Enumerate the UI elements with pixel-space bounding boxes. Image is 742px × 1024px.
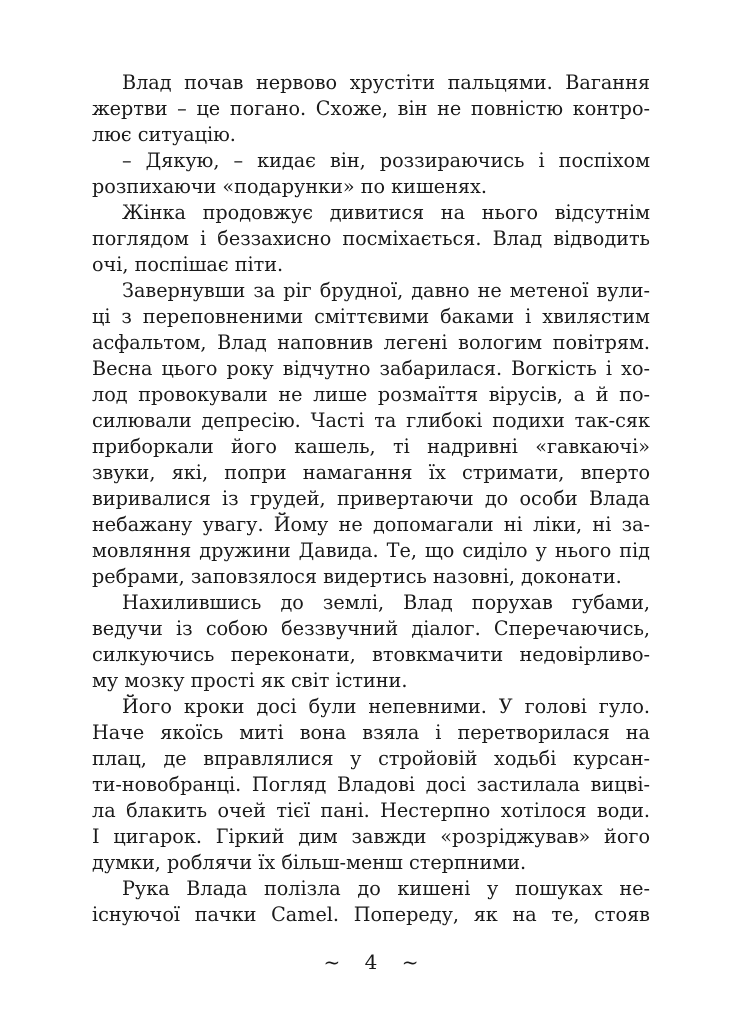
text-line: Влад почав нервово хрустіти пальцями. Вагання xyxy=(122,71,650,94)
text-line: силкуючись переконати, втовкмачити недовірливо- xyxy=(92,643,650,666)
page-footer xyxy=(0,950,742,974)
text-line: асфальтом, Влад наповнив легені вологим повітрям. xyxy=(92,331,650,354)
text-line: Жінка продовжує дивитися на нього відсутнім xyxy=(122,201,650,224)
text-line: ребрами, заповзялося видертись назовні, доконати. xyxy=(92,565,622,588)
text-line: ла блакить очей тієї пані. Нестерпно хотілося води. xyxy=(92,799,650,822)
text-line: очі, поспішає піти. xyxy=(92,253,284,276)
text-line: Нахилившись до землі, Влад порухав губами, xyxy=(122,591,650,614)
paragraph-7 xyxy=(92,876,650,928)
text-line: Наче якоїсь миті вона взяла і перетворилася на xyxy=(92,721,650,744)
text-line: Його кроки досі були непевними. У голові гуло. xyxy=(122,695,650,718)
paragraph-3 xyxy=(92,200,650,278)
text-line: лює ситуацію. xyxy=(92,123,236,146)
text-line: виривалися із грудей, привертаючи до особи Влада xyxy=(92,487,650,510)
footer-tilde-left: ~ xyxy=(323,950,341,974)
text-line: Рука Влада полізла до кишені у пошуках не- xyxy=(122,877,650,900)
text-line: небажану увагу. Йому не допомагали ні ліки, ні за- xyxy=(92,513,650,536)
text-line: Весна цього року відчутно забарилася. Вогкість і хо- xyxy=(92,357,650,380)
text-line: Завернувши за ріг брудної, давно не метеної вули- xyxy=(122,279,650,302)
paragraph-2 xyxy=(92,148,650,200)
text-line: приборкали його кашель, ті надривні «гавкаючі» xyxy=(92,435,650,458)
text-line: мовляння дружини Давида. Те, що сиділо у нього під xyxy=(92,539,650,562)
text-line: ці з переповненими сміттєвими баками і хвилястим xyxy=(92,305,650,328)
text-line: думки, роблячи їх більш-менш стерпними. xyxy=(92,851,527,874)
text-line: існуючої пачки Camel. Попереду, як на те, стояв xyxy=(92,903,650,926)
text-line: силювали депресію. Часті та глибокі подихи так-сяк xyxy=(92,409,650,432)
text-line: лод провокували не лише розмаїття вірусів, а й по- xyxy=(92,383,650,406)
text-line: ведучи із собою беззвучний діалог. Сперечаючись, xyxy=(92,617,650,640)
text-line: поглядом і беззахисно посміхається. Влад відводить xyxy=(92,227,650,250)
paragraph-6 xyxy=(92,694,650,876)
text-line: ти-новобранці. Погляд Владові досі застилала вицві- xyxy=(92,773,650,796)
text-line: му мозку прості як світ істини. xyxy=(92,669,408,692)
paragraph-5 xyxy=(92,590,650,694)
text-line: – Дякую, – кидає він, роззираючись і поспіхом xyxy=(122,149,650,172)
text-line: плац, де вправлялися у стройовій ходьбі курсан- xyxy=(92,747,650,770)
text-line: звуки, які, попри намагання їх стримати, вперто xyxy=(92,461,650,484)
book-page-text xyxy=(92,70,650,928)
text-line: розпихаючи «подарунки» по кишенях. xyxy=(92,175,487,198)
text-line: І цигарок. Гіркий дим завжди «розріджував» його xyxy=(92,825,650,848)
paragraph-4 xyxy=(92,278,650,590)
paragraph-1 xyxy=(92,70,650,148)
footer-tilde-right: ~ xyxy=(401,950,419,974)
text-line: жертви – це погано. Схоже, він не повністю контро- xyxy=(92,97,650,120)
page-number: 4 xyxy=(364,950,378,974)
